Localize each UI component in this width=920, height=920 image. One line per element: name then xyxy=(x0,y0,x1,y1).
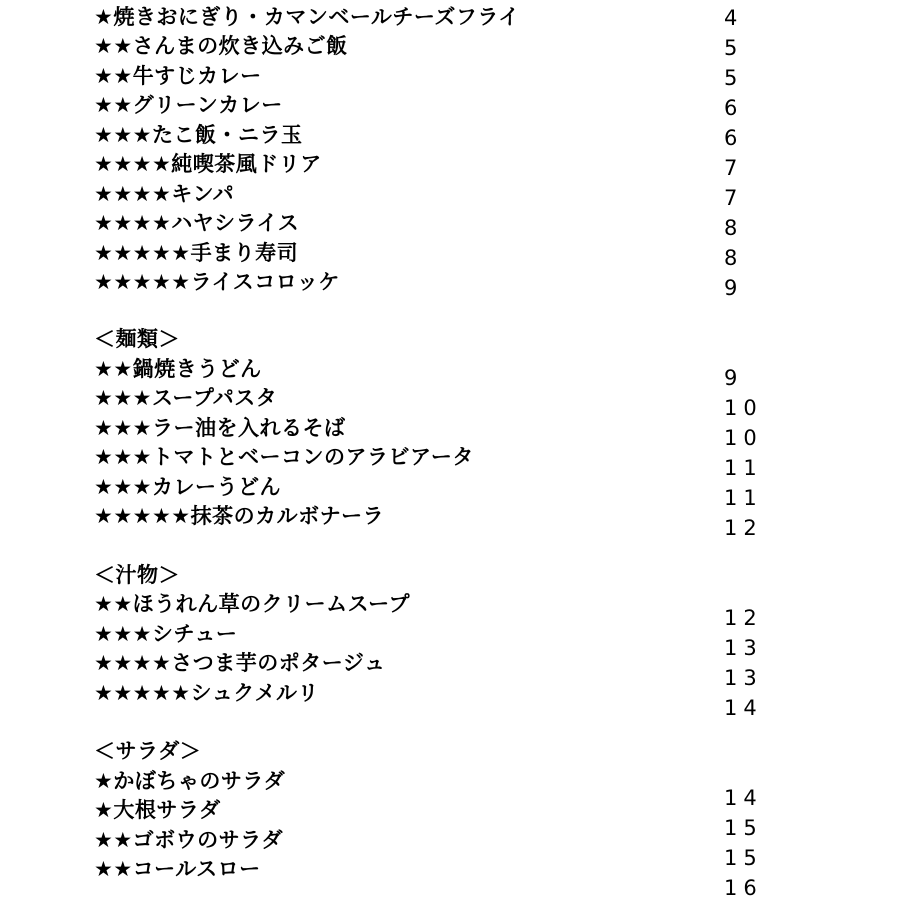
page-number: 13 xyxy=(724,636,763,660)
page-number: 5 xyxy=(724,66,744,90)
page-number: 8 xyxy=(724,246,744,270)
page-number: 13 xyxy=(724,666,763,690)
menu-item: ★★★★ハヤシライス xyxy=(94,211,300,235)
page-number: 7 xyxy=(724,156,744,180)
page-number: 8 xyxy=(724,216,744,240)
page-number: 12 xyxy=(724,606,763,630)
menu-item: ★かぼちゃのサラダ xyxy=(94,769,286,793)
page-number: 11 xyxy=(724,456,763,480)
page-number: 10 xyxy=(724,396,763,420)
menu-item: ★★★★★抹茶のカルボナーラ xyxy=(94,504,385,528)
page-number: 14 xyxy=(724,786,763,810)
page-number: 9 xyxy=(724,366,744,390)
menu-item: ★★★たこ飯・ニラ玉 xyxy=(94,123,303,147)
page-number: 6 xyxy=(724,96,744,120)
page-number: 6 xyxy=(724,126,744,150)
page-number: 12 xyxy=(724,516,763,540)
section-header-noodles: ＜麺類＞ xyxy=(94,327,180,351)
menu-item: ★★★★キンパ xyxy=(94,182,235,206)
menu-item: ★★さんまの炊き込みご飯 xyxy=(94,34,348,58)
page-number: 15 xyxy=(724,846,763,870)
menu-item: ★焼きおにぎり・カマンベールチーズフライ xyxy=(94,5,520,29)
menu-item: ★★★★★手まり寿司 xyxy=(94,241,299,265)
menu-item: ★★★★★シュクメルリ xyxy=(94,681,320,705)
page-number: 10 xyxy=(724,426,763,450)
menu-item: ★★★ラー油を入れるそば xyxy=(94,416,346,440)
menu-item: ★★★★純喫茶風ドリア xyxy=(94,152,322,176)
section-header-soups: ＜汁物＞ xyxy=(94,563,180,587)
menu-item: ★★★カレーうどん xyxy=(94,475,281,499)
page-number: 16 xyxy=(724,876,763,900)
menu-item: ★★牛すじカレー xyxy=(94,64,262,88)
menu-item: ★★★スープパスタ xyxy=(94,386,278,410)
page-number: 4 xyxy=(724,6,744,30)
menu-item: ★★★★さつま芋のポタージュ xyxy=(94,651,386,675)
menu-item: ★★★トマトとベーコンのアラビアータ xyxy=(94,445,474,469)
menu-item: ★★ゴボウのサラダ xyxy=(94,828,283,852)
page-number: 14 xyxy=(724,696,763,720)
menu-item: ★★グリーンカレー xyxy=(94,93,283,117)
menu-item: ★★★シチュー xyxy=(94,622,238,646)
page-number: 15 xyxy=(724,816,763,840)
page-number: 7 xyxy=(724,186,744,210)
section-header-salads: ＜サラダ＞ xyxy=(94,739,202,763)
menu-item: ★★ほうれん草のクリームスープ xyxy=(94,592,411,616)
menu-item: ★★鍋焼きうどん xyxy=(94,357,262,381)
page-number: 5 xyxy=(724,36,744,60)
menu-item: ★大根サラダ xyxy=(94,798,221,822)
page-number: 9 xyxy=(724,276,744,300)
menu-item: ★★★★★ライスコロッケ xyxy=(94,270,340,294)
menu-item: ★★コールスロー xyxy=(94,857,261,881)
page-number: 11 xyxy=(724,486,763,510)
